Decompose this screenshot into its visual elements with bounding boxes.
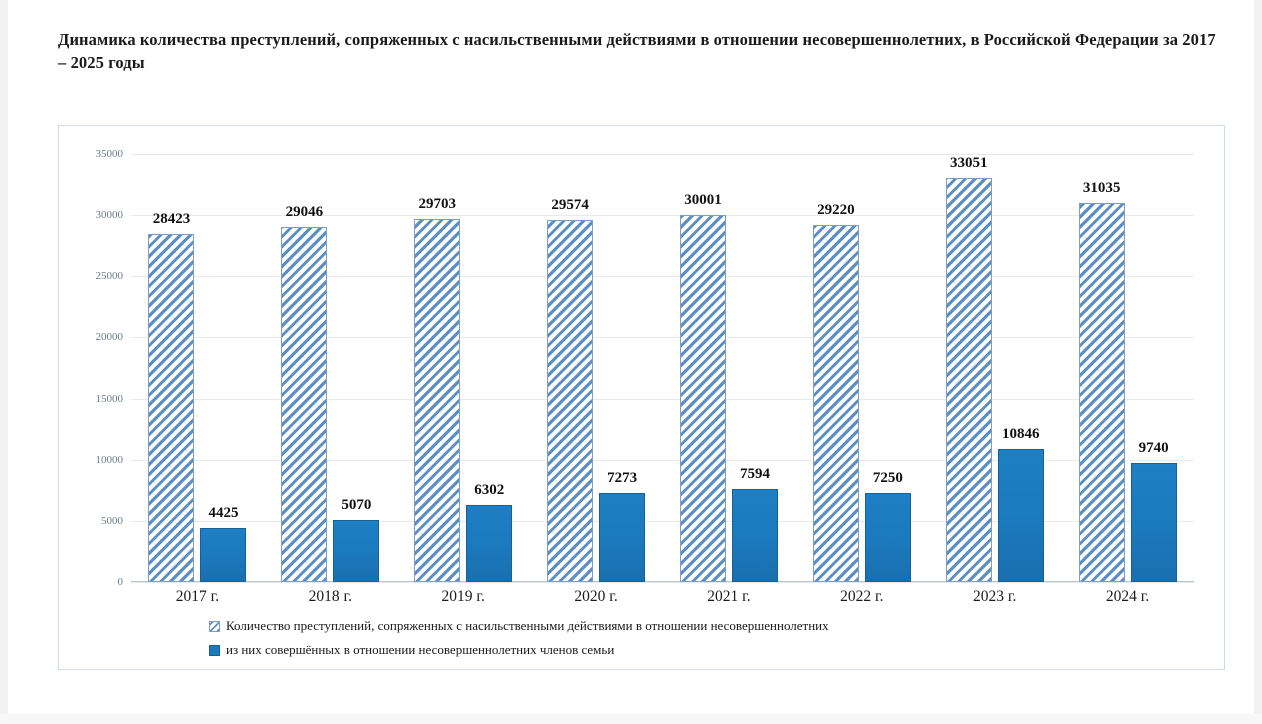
legend-swatch-solid-icon [209, 645, 220, 656]
bar-group [928, 154, 1061, 582]
bar-group [1061, 154, 1194, 582]
bar-body [599, 493, 645, 582]
y-axis-tick-label: 15000 [95, 392, 123, 405]
bar-value-label: 10846 [1001, 426, 1040, 443]
x-axis-category-label: 2020 г. [574, 588, 618, 605]
bar-family [200, 504, 246, 582]
bar-body [281, 227, 327, 582]
bar-value-label: 31035 [1082, 179, 1121, 196]
x-axis-category-label: 2021 г. [707, 588, 751, 605]
bar-body [1079, 203, 1125, 583]
bar-group [131, 154, 264, 582]
legend-label-family: из них совершённых в отношении несовершеннолетних членов семьи [226, 642, 615, 657]
bar-family [865, 470, 911, 582]
bar-groups [131, 154, 1194, 582]
bar-value-label: 9740 [1138, 439, 1169, 456]
x-axis-labels [131, 588, 1194, 606]
plot-area [95, 148, 1194, 588]
bar-value-label: 7250 [872, 470, 903, 487]
bar-group [530, 154, 663, 582]
bar-body [466, 505, 512, 582]
legend-swatch-hatched-icon [209, 621, 220, 632]
bar-body [732, 489, 778, 582]
bar-body [200, 528, 246, 582]
bar-body [998, 449, 1044, 582]
chart-legend [209, 618, 1189, 666]
bar-body [148, 234, 194, 582]
chart-container [58, 125, 1225, 670]
left-edge-band [0, 0, 8, 724]
y-axis-tick-label: 10000 [95, 453, 123, 466]
x-axis-category-label: 2022 г. [840, 588, 884, 605]
bar-total [946, 154, 992, 582]
bar-total [547, 197, 593, 582]
bar-value-label: 7594 [739, 466, 770, 483]
bar-body [547, 220, 593, 582]
bar-total [680, 192, 726, 582]
bar-value-label: 4425 [208, 504, 239, 521]
bar-total [414, 195, 460, 582]
x-axis-category-label: 2017 г. [175, 588, 220, 605]
bar-group [795, 154, 928, 582]
bar-body [680, 215, 726, 582]
bar-value-label: 33051 [949, 154, 988, 171]
legend-item-total [209, 618, 1189, 634]
bar-value-label: 28423 [152, 211, 191, 228]
y-axis-tick-label: 25000 [95, 270, 123, 283]
y-axis-tick-label: 5000 [101, 514, 123, 527]
bar-family [998, 426, 1044, 582]
bar-family [333, 497, 379, 582]
bar-value-label: 29574 [551, 197, 589, 214]
bar-value-label: 6302 [474, 481, 505, 498]
bar-value-label: 29220 [817, 201, 855, 218]
bar-value-label: 5070 [341, 497, 372, 514]
bar-body [813, 225, 859, 582]
legend-item-family [209, 642, 1189, 658]
bar-family [599, 470, 645, 582]
bar-total [148, 211, 194, 582]
bar-total [813, 201, 859, 582]
bar-value-label: 7273 [607, 470, 638, 487]
bar-total [1079, 179, 1125, 583]
bar-group [397, 154, 530, 582]
bar-value-label: 29046 [285, 203, 324, 220]
x-axis-category-label: 2024 г. [1105, 588, 1150, 605]
bar-body [414, 219, 460, 582]
bar-body [333, 520, 379, 582]
bar-family [732, 466, 778, 582]
bar-family [466, 481, 512, 582]
bar-value-label: 29703 [418, 195, 456, 212]
bar-body [865, 493, 911, 582]
x-axis-category-label: 2023 г. [973, 588, 1017, 605]
page-title: Динамика количества преступлений, сопряженных с насильственными действиями в отношении несовершеннолетних, в Российской Федерации за 2017 – 2025 годы [58, 30, 1216, 73]
bar-body [1131, 463, 1177, 582]
bar-family [1131, 439, 1177, 582]
x-axis-category-label: 2018 г. [308, 588, 352, 605]
bottom-edge-band [0, 714, 1262, 724]
x-axis-category-label: 2019 г. [441, 588, 485, 605]
right-edge-band [1254, 0, 1262, 724]
bar-value-label: 30001 [684, 192, 722, 209]
legend-label-total: Количество преступлений, сопряженных с насильственными действиями в отношении несовершеннолетних [226, 618, 829, 633]
y-axis-tick-label: 30000 [95, 209, 123, 222]
bar-group [264, 154, 397, 582]
bar-total [281, 203, 327, 582]
bar-group [663, 154, 796, 582]
grid-line [117, 576, 1194, 588]
bar-body [946, 178, 992, 582]
y-axis-tick-label: 35000 [95, 148, 123, 160]
y-axis-tick-label: 20000 [95, 331, 123, 344]
y-axis-tick-label: 0 [117, 576, 123, 588]
